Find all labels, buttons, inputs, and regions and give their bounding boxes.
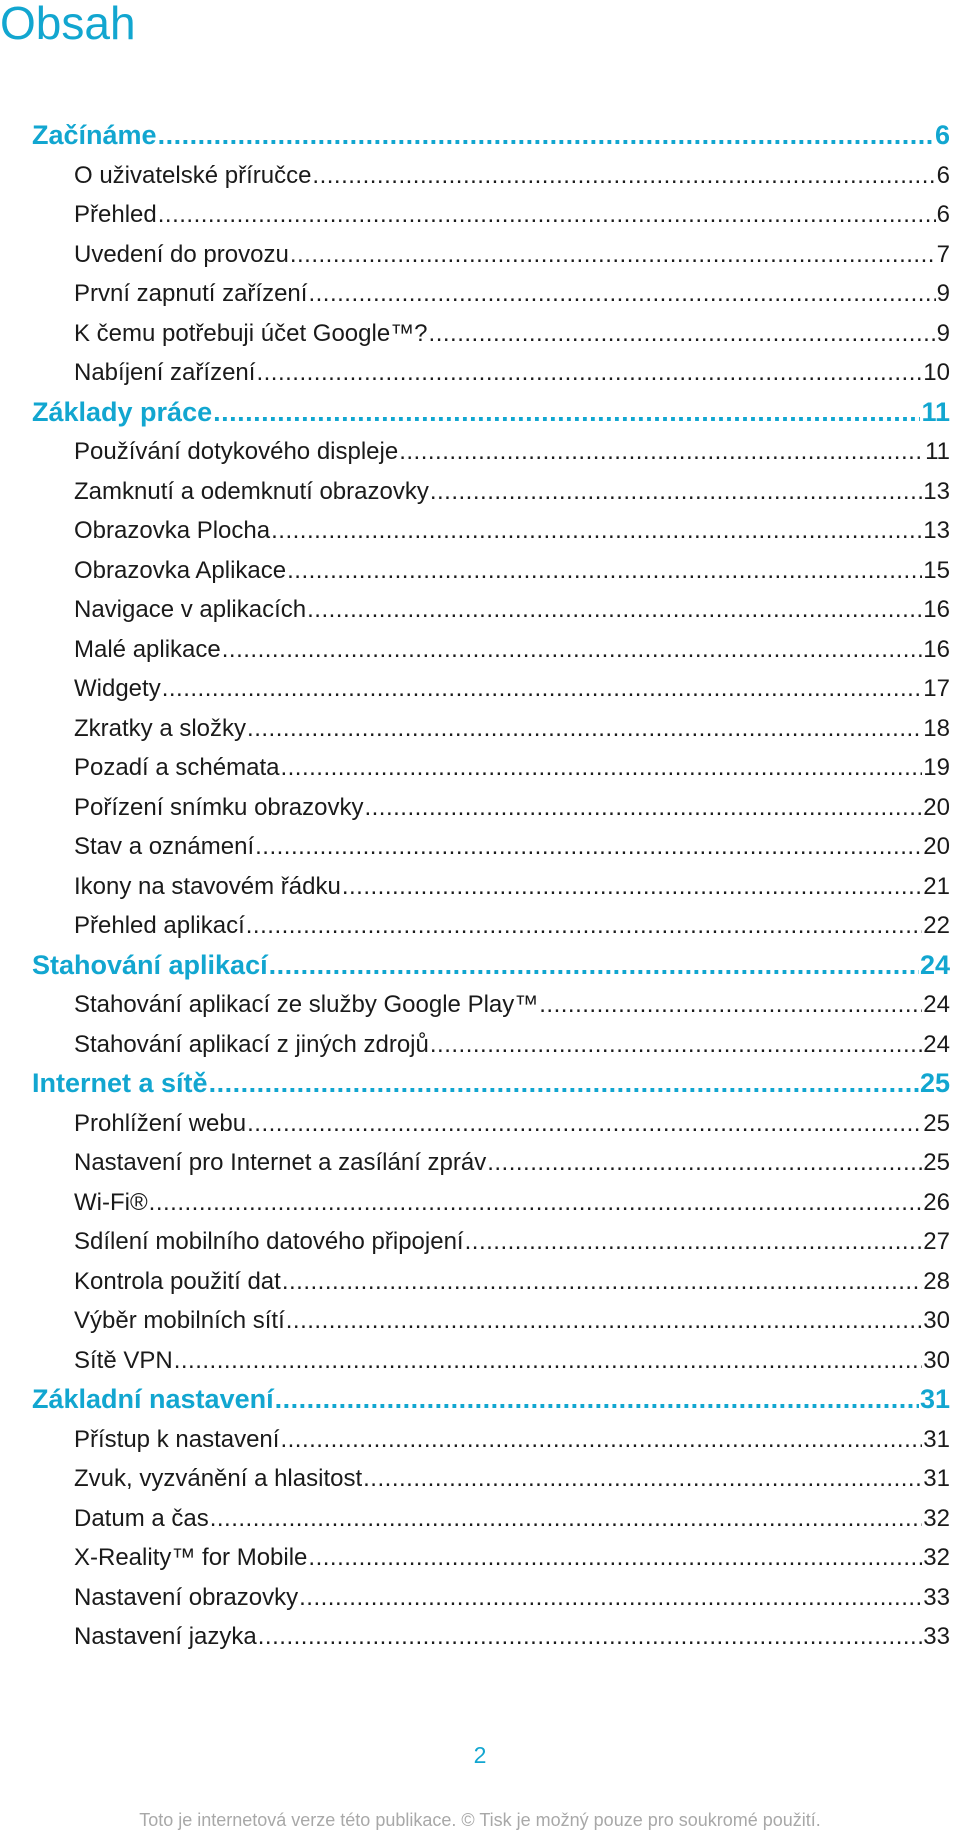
dot-leader <box>247 709 922 749</box>
toc-entry[interactable] <box>32 353 950 393</box>
toc-page-number: 20 <box>923 833 950 860</box>
toc-page-number: 25 <box>923 1109 950 1137</box>
toc-page-number: 10 <box>923 359 950 386</box>
dot-leader <box>213 393 920 433</box>
toc-entry-label: Sítě VPN <box>74 1346 173 1374</box>
toc-page-number: 6 <box>936 161 950 189</box>
toc-entry[interactable] <box>32 1143 950 1183</box>
dot-leader <box>307 590 922 630</box>
toc-page-number: 30 <box>923 1346 950 1374</box>
toc-entry-label: Widgety <box>74 675 161 702</box>
toc-entry-label: Stahování aplikací z jiných zdrojů <box>74 1030 429 1058</box>
toc-page-number: 33 <box>923 1583 950 1611</box>
dot-leader <box>299 1578 922 1618</box>
toc-page-number: 21 <box>923 872 950 900</box>
toc-page-number: 25 <box>923 1149 950 1176</box>
dot-leader <box>222 630 923 670</box>
toc-section <box>32 1380 950 1657</box>
toc-page-number: 25 <box>919 1068 950 1098</box>
toc-section-title: Základní nastavení <box>32 1384 274 1414</box>
dot-leader <box>342 867 922 907</box>
toc-entry[interactable] <box>32 1104 950 1144</box>
toc-entry[interactable] <box>32 1459 950 1499</box>
toc-page-number: 11 <box>925 438 950 465</box>
toc-entry-label: Ikony na stavovém řádku <box>74 872 341 900</box>
dot-leader <box>256 353 922 393</box>
toc-entry[interactable] <box>32 827 950 867</box>
dot-leader <box>290 235 936 275</box>
toc-entry[interactable] <box>32 1341 950 1381</box>
toc-page-number: 31 <box>923 1465 950 1492</box>
page-title: Obsah <box>0 0 136 49</box>
toc-section-heading[interactable] <box>32 1064 950 1104</box>
toc-entry[interactable] <box>32 314 950 354</box>
toc-entry-label: Nastavení obrazovky <box>74 1583 299 1611</box>
dot-leader <box>209 1064 919 1104</box>
dot-leader <box>308 274 935 314</box>
toc-entry-label: Malé aplikace <box>74 635 221 663</box>
table-of-contents <box>32 116 950 1657</box>
page-number: 2 <box>473 1742 487 1768</box>
toc-entry-label: Pozadí a schémata <box>74 754 280 781</box>
dot-leader <box>269 946 919 986</box>
dot-leader <box>247 1104 922 1144</box>
toc-entry-label: První zapnutí zařízení <box>74 280 308 307</box>
toc-entry-label: Prohlížení webu <box>74 1109 247 1137</box>
toc-page-number: 15 <box>923 556 950 584</box>
dot-leader <box>282 1262 922 1302</box>
toc-entry[interactable] <box>32 1538 950 1578</box>
toc-section-title: Stahování aplikací <box>32 949 268 980</box>
toc-entry-label: Zvuk, vyzvánění a hlasitost <box>74 1465 363 1492</box>
toc-page-number: 18 <box>923 714 950 742</box>
toc-entry-label: Používání dotykového displeje <box>74 438 399 465</box>
toc-section-heading[interactable] <box>32 116 950 156</box>
toc-page-number: 19 <box>923 754 950 781</box>
toc-entry-label: Obrazovka Aplikace <box>74 556 287 584</box>
toc-entry[interactable] <box>32 1420 950 1460</box>
toc-entry-label: Přehled aplikací <box>74 912 245 939</box>
toc-entry-label: Navigace v aplikacích <box>74 596 307 623</box>
dot-leader <box>246 906 923 946</box>
toc-entry[interactable] <box>32 1617 950 1657</box>
toc-entry-label: Sdílení mobilního datového připojení <box>74 1228 464 1255</box>
dot-leader <box>430 1025 922 1065</box>
toc-page-number: 16 <box>923 596 950 623</box>
toc-entry-label: Zkratky a složky <box>74 714 247 742</box>
dot-leader <box>286 1301 923 1341</box>
toc-section-heading[interactable] <box>32 1380 950 1420</box>
dot-leader <box>210 1499 923 1539</box>
toc-section <box>32 393 950 946</box>
toc-entry[interactable] <box>32 867 950 907</box>
toc-page-number: 31 <box>923 1425 950 1453</box>
toc-page-number: 13 <box>923 477 950 505</box>
dot-leader <box>149 1183 923 1223</box>
toc-entry[interactable] <box>32 1025 950 1065</box>
dot-leader <box>363 1459 922 1499</box>
toc-page-number: 9 <box>936 319 950 347</box>
toc-section <box>32 1064 950 1380</box>
toc-page-number: 16 <box>923 635 950 663</box>
toc-entry-label: Nabíjení zařízení <box>74 359 256 386</box>
toc-page-number: 17 <box>923 675 950 702</box>
toc-entry-label: Výběr mobilních sítí <box>74 1307 285 1334</box>
dot-leader <box>271 511 922 551</box>
toc-page-number: 33 <box>923 1623 950 1650</box>
toc-page-number: 24 <box>919 949 950 980</box>
toc-entry[interactable] <box>32 1578 950 1618</box>
dot-leader <box>158 116 934 156</box>
toc-page-number: 27 <box>923 1228 950 1255</box>
toc-entry-label: Kontrola použití dat <box>74 1267 281 1295</box>
toc-page-number: 20 <box>923 793 950 821</box>
dot-leader <box>399 432 924 472</box>
toc-page-number: 31 <box>919 1384 950 1414</box>
toc-section-heading[interactable] <box>32 946 950 986</box>
toc-entry[interactable] <box>32 511 950 551</box>
toc-section-heading[interactable] <box>32 393 950 433</box>
dot-leader <box>255 827 922 867</box>
toc-page-number: 6 <box>934 120 950 150</box>
toc-entry[interactable] <box>32 788 950 828</box>
toc-entry[interactable] <box>32 985 950 1025</box>
dot-leader <box>280 1420 922 1460</box>
toc-section-title: Internet a sítě <box>32 1068 208 1098</box>
toc-entry-label: O uživatelské příručce <box>74 161 312 189</box>
toc-entry[interactable] <box>32 1499 950 1539</box>
dot-leader <box>174 1341 923 1381</box>
toc-section-title: Základy práce <box>32 396 213 427</box>
toc-page-number: 11 <box>921 396 950 427</box>
toc-entry-label: Pořízení snímku obrazovky <box>74 793 364 821</box>
dot-leader <box>539 985 922 1025</box>
toc-page-number: 6 <box>936 201 950 228</box>
toc-entry[interactable] <box>32 274 950 314</box>
toc-entry[interactable] <box>32 1183 950 1223</box>
toc-section <box>32 116 950 393</box>
toc-entry[interactable] <box>32 1262 950 1302</box>
dot-leader <box>312 156 935 196</box>
toc-entry[interactable] <box>32 156 950 196</box>
toc-entry[interactable] <box>32 748 950 788</box>
toc-entry[interactable] <box>32 1301 950 1341</box>
toc-page-number: 26 <box>923 1188 950 1216</box>
dot-leader <box>158 195 936 235</box>
toc-entry[interactable] <box>32 472 950 512</box>
toc-page-number: 7 <box>936 240 950 268</box>
toc-entry-label: K čemu potřebuji účet Google™? <box>74 319 428 347</box>
toc-page-number: 32 <box>923 1504 950 1532</box>
toc-entry-label: Datum a čas <box>74 1504 209 1532</box>
dot-leader <box>162 669 923 709</box>
toc-entry-label: Nastavení pro Internet a zasílání zpráv <box>74 1149 487 1176</box>
toc-entry[interactable] <box>32 709 950 749</box>
dot-leader <box>287 551 922 591</box>
dot-leader <box>429 314 936 354</box>
toc-entry[interactable] <box>32 906 950 946</box>
toc-entry[interactable] <box>32 630 950 670</box>
toc-entry[interactable] <box>32 669 950 709</box>
toc-entry[interactable] <box>32 551 950 591</box>
dot-leader <box>308 1538 922 1578</box>
dot-leader <box>275 1380 919 1420</box>
toc-entry-label: Přehled <box>74 201 157 228</box>
toc-entry[interactable] <box>32 195 950 235</box>
toc-page-number: 32 <box>923 1544 950 1571</box>
toc-section-title: Začínáme <box>32 120 157 150</box>
toc-entry[interactable] <box>32 432 950 472</box>
toc-entry[interactable] <box>32 235 950 275</box>
dot-leader <box>280 748 922 788</box>
toc-entry-label: Nastavení jazyka <box>74 1623 257 1650</box>
toc-entry[interactable] <box>32 1222 950 1262</box>
toc-page-number: 28 <box>923 1267 950 1295</box>
dot-leader <box>258 1617 923 1657</box>
toc-page-number: 24 <box>923 1030 950 1058</box>
toc-entry-label: Stav a oznámení <box>74 833 255 860</box>
footer-note: Toto je internetová verze této publikace. © Tisk je možný pouze pro soukromé použití. <box>139 1810 821 1830</box>
toc-page-number: 30 <box>923 1307 950 1334</box>
toc-page-number: 22 <box>923 912 950 939</box>
toc-page-number: 9 <box>936 280 950 307</box>
dot-leader <box>430 472 922 512</box>
toc-entry-label: Stahování aplikací ze služby Google Play™ <box>74 991 539 1018</box>
dot-leader <box>487 1143 922 1183</box>
toc-page-number: 24 <box>923 991 950 1018</box>
toc-entry[interactable] <box>32 590 950 630</box>
toc-section <box>32 946 950 1065</box>
toc-entry-label: X-Reality™ for Mobile <box>74 1544 308 1571</box>
toc-page-number: 13 <box>923 517 950 544</box>
toc-entry-label: Zamknutí a odemknutí obrazovky <box>74 477 429 505</box>
toc-entry-label: Uvedení do provozu <box>74 240 289 268</box>
toc-entry-label: Obrazovka Plocha <box>74 517 271 544</box>
toc-entry-label: Wi-Fi® <box>74 1188 148 1216</box>
toc-entry-label: Přístup k nastavení <box>74 1425 280 1453</box>
dot-leader <box>465 1222 923 1262</box>
dot-leader <box>364 788 922 828</box>
